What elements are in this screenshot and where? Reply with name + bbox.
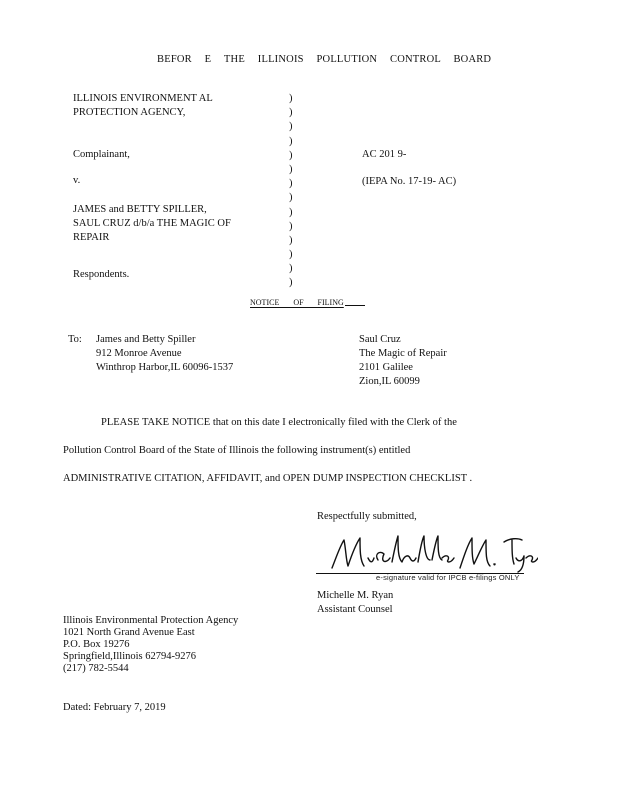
date-line: Dated: February 7, 2019: [63, 702, 166, 713]
body-line-1: PLEASE TAKE NOTICE that on this date I electronically filed with the Clerk of the: [101, 417, 457, 428]
address-line: P.O. Box 19276: [63, 639, 130, 650]
respondents-label: Respondents.: [73, 269, 130, 280]
notice-of-filing-title: NOTICE OF FILING: [250, 298, 344, 307]
signer-block: [317, 589, 393, 617]
addressee-left: [96, 333, 233, 375]
address-line: 1021 North Grand Avenue East: [63, 627, 195, 638]
iepa-number: (IEPA No. 17-19- AC): [362, 176, 457, 187]
addressee-right: [359, 333, 447, 389]
address-line: The Magic of Repair: [359, 348, 447, 359]
case-number: AC 201 9-: [362, 149, 407, 160]
address-line: 912 Monroe Avenue: [96, 348, 182, 359]
to-label: To:: [68, 334, 82, 345]
address-line: James and Betty Spiller: [96, 334, 196, 345]
document-title: BEFOR E THE ILLINOIS POLLUTION CONTROL BOARD: [157, 54, 492, 65]
address-line: Springfield,Illinois 62794-9276: [63, 651, 196, 662]
signature-validity-note: e-signature valid for IPCB e-filings ONLY: [376, 573, 520, 582]
address-line: Illinois Environmental Protection Agency: [63, 615, 239, 626]
complainant-name-line: PROTECTION AGENCY,: [73, 107, 186, 118]
agency-address: [63, 615, 238, 675]
signer-title: Assistant Counsel: [317, 604, 393, 615]
versus-label: v.: [73, 175, 81, 186]
respondent-name: [73, 203, 231, 245]
handwritten-signature: [318, 528, 538, 574]
title-underline: [345, 305, 365, 306]
body-line-2: Pollution Control Board of the State of Illinois the following instrument(s) entitled: [63, 445, 411, 456]
signer-name: Michelle M. Ryan: [317, 590, 394, 601]
respondent-name-line: JAMES and BETTY SPILLER,: [73, 204, 207, 215]
respondent-name-line: REPAIR: [73, 232, 110, 243]
complainant-name-line: ILLINOIS ENVIRONMENT AL: [73, 93, 213, 104]
address-line: Winthrop Harbor,IL 60096-1537: [96, 362, 234, 373]
complainant-label: Complainant,: [73, 149, 130, 160]
body-line-3: ADMINISTRATIVE CITATION, AFFIDAVIT, and OPEN DUMP INSPECTION CHECKLIST .: [63, 473, 473, 484]
respectfully-submitted: Respectfully submitted,: [317, 511, 417, 522]
address-line: (217) 782-5544: [63, 663, 129, 674]
caption-parenthesis-column: ) ) ) ) ) ) ) ) ) ) ) ) ) ): [289, 93, 293, 289]
address-line: Saul Cruz: [359, 334, 401, 345]
complainant-name: [73, 92, 213, 120]
address-line: 2101 Galilee: [359, 362, 413, 373]
address-line: Zion,IL 60099: [359, 376, 420, 387]
respondent-name-line: SAUL CRUZ d/b/a THE MAGIC OF: [73, 218, 231, 229]
